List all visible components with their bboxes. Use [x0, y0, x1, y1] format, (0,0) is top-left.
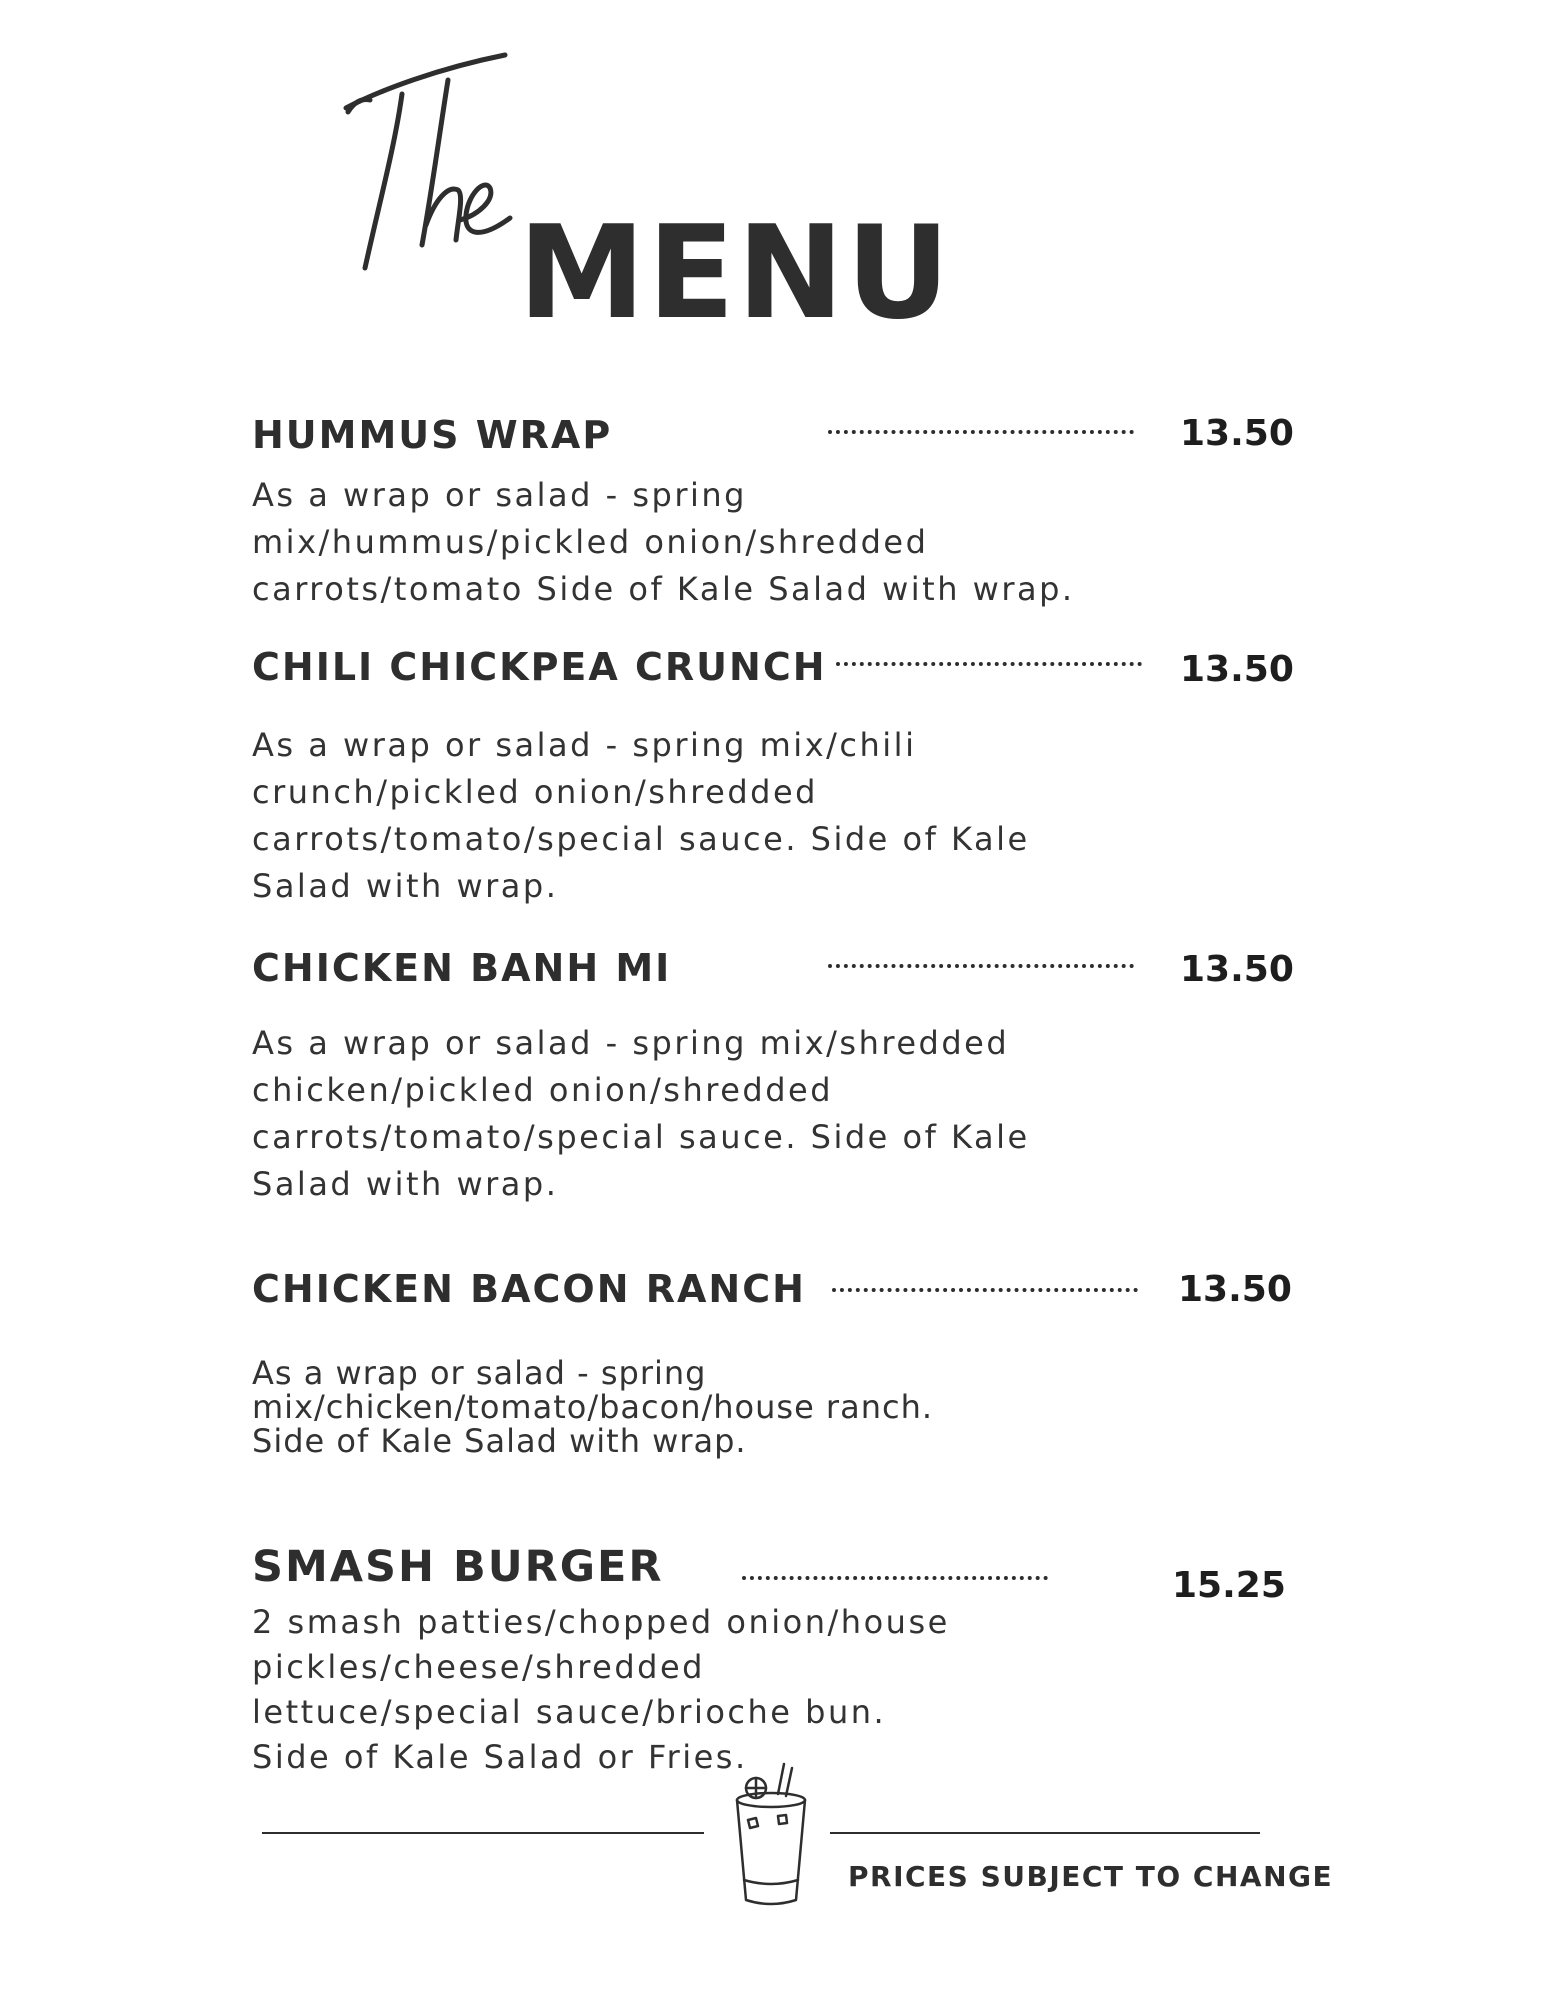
dotted-leader [828, 430, 1134, 434]
description-line: crunch/pickled onion/shredded [252, 773, 818, 811]
description-line: Side of Kale Salad with wrap. [252, 1422, 747, 1460]
description-line: Side of Kale Salad or Fries. [252, 1738, 748, 1776]
description-line: As a wrap or salad - spring mix/chili [252, 726, 917, 764]
description-line: As a wrap or salad - spring [252, 1354, 707, 1392]
description-line: carrots/tomato/special sauce. Side of Kale [252, 1118, 1030, 1156]
item-price-smash-burger: 15.25 [1172, 1565, 1286, 1606]
prices-note: PRICES SUBJECT TO CHANGE [848, 1860, 1334, 1893]
item-name-hummus-wrap: HUMMUS WRAP [252, 413, 613, 457]
description-line: pickles/cheese/shredded [252, 1648, 705, 1686]
dotted-leader [742, 1576, 1048, 1580]
description-line: mix/chicken/tomato/bacon/house ranch. [252, 1388, 934, 1426]
dotted-leader [836, 662, 1142, 666]
item-price-chicken-banh-mi: 13.50 [1180, 949, 1294, 990]
description-line: 2 smash patties/chopped onion/house [252, 1603, 950, 1641]
script-the-title [340, 50, 540, 290]
description-line: As a wrap or salad - spring [252, 476, 747, 514]
footer-rule-left [262, 1832, 704, 1834]
description-line: As a wrap or salad - spring mix/shredded [252, 1024, 1010, 1062]
dotted-leader [828, 964, 1134, 968]
description-line: mix/hummus/pickled onion/shredded [252, 523, 929, 561]
description-line: Salad with wrap. [252, 867, 559, 905]
drink-glass-icon [726, 1760, 816, 1910]
item-price-chili-chickpea-crunch: 13.50 [1180, 649, 1294, 690]
item-name-smash-burger: SMASH BURGER [252, 1542, 664, 1592]
item-name-chicken-banh-mi: CHICKEN BANH MI [252, 946, 672, 990]
item-description-chili-chickpea-crunch [252, 722, 1152, 910]
description-line: carrots/tomato Side of Kale Salad with wrap. [252, 570, 1075, 608]
description-line: carrots/tomato/special sauce. Side of Kale [252, 820, 1030, 858]
footer-rule-right [830, 1832, 1260, 1834]
dotted-leader [832, 1288, 1138, 1292]
item-name-chicken-bacon-ranch: CHICKEN BACON RANCH [252, 1267, 806, 1311]
description-line: chicken/pickled onion/shredded [252, 1071, 833, 1109]
item-description-smash-burger [252, 1600, 1152, 1780]
item-price-chicken-bacon-ranch: 13.50 [1178, 1269, 1292, 1310]
item-name-chili-chickpea-crunch: CHILI CHICKPEA CRUNCH [252, 645, 827, 689]
description-line: lettuce/special sauce/brioche bun. [252, 1693, 887, 1731]
item-price-hummus-wrap: 13.50 [1180, 413, 1294, 454]
item-description-hummus-wrap [252, 472, 1152, 613]
menu-title: MENU [518, 199, 952, 348]
item-description-chicken-banh-mi [252, 1020, 1152, 1208]
item-description-chicken-bacon-ranch [252, 1356, 1152, 1458]
description-line: Salad with wrap. [252, 1165, 559, 1203]
